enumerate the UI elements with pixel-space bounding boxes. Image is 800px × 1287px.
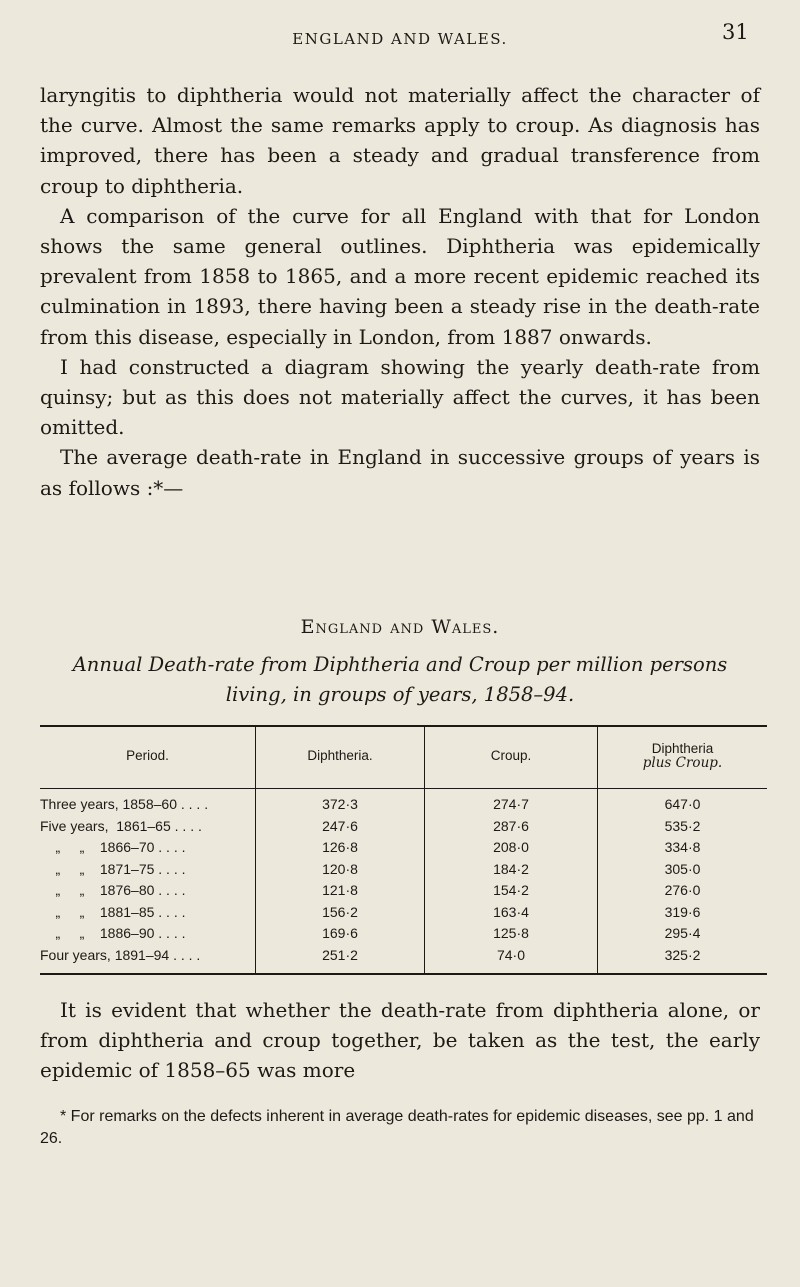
cell-diphtheria: 126·8 <box>322 839 358 855</box>
cell-combined: 319·6 <box>664 903 701 920</box>
cell-croup: 274·7 <box>493 796 529 812</box>
cell-combined: 276·0 <box>664 882 701 898</box>
cell-combined: 535·2 <box>664 817 701 834</box>
running-head: ENGLAND AND WALES. <box>292 30 508 48</box>
cell-period: Four years, 1891–94 . . . . <box>40 946 201 963</box>
paragraph-4: The average death-rate in England in successive groups of years is as follows :*— <box>40 445 760 500</box>
cell-diphtheria: 372·3 <box>322 796 358 812</box>
cell-diphtheria: 251·2 <box>322 946 358 963</box>
paragraph-3: I had constructed a diagram showing the yearly death-rate from quinsy; but as this does not materially affect the curves, it has been omitted. <box>40 354 760 440</box>
death-rate-table <box>40 725 767 977</box>
table-row <box>40 904 767 926</box>
table-bottom-rule <box>40 973 767 975</box>
cell-period: Five years, 1861–65 . . . . <box>40 817 202 834</box>
paragraph-1: laryngitis to diphtheria would not materially affect the character of the curve. Almost the same remarks apply to croup. As diagnosis has improved, there has been a steady and gradual transference from croup to diphtheria. <box>40 83 760 198</box>
header-diphtheria: Diphtheria. <box>307 748 373 763</box>
body-text <box>40 80 760 503</box>
page-number: 31 <box>722 20 749 44</box>
table-row <box>40 925 767 947</box>
header-combined <box>598 725 767 787</box>
header-croup: Croup. <box>490 748 532 763</box>
table-row <box>40 796 767 818</box>
cell-period: „ „ 1876–80 . . . . <box>40 882 186 898</box>
cell-croup: 154·2 <box>493 882 529 898</box>
table-row <box>40 839 767 861</box>
table-row <box>40 818 767 840</box>
table-row <box>40 947 767 969</box>
header-combined-line2: plus Croup. <box>642 755 723 771</box>
footnote: * For remarks on the defects inherent in average death-rates for epidemic diseases, see pp. 1 and 26. <box>40 1108 754 1147</box>
cell-period: Three years, 1858–60 . . . . <box>40 796 209 812</box>
cell-combined: 334·8 <box>664 839 701 855</box>
cell-diphtheria: 121·8 <box>322 882 358 898</box>
cell-croup: 125·8 <box>493 925 529 941</box>
cell-croup: 287·6 <box>493 817 529 834</box>
cell-period: „ „ 1881–85 . . . . <box>40 903 186 920</box>
cell-diphtheria: 247·6 <box>322 817 358 834</box>
table-row <box>40 882 767 904</box>
section-title: England and Wales. <box>300 616 500 638</box>
header-combined-line1: Diphtheria <box>651 741 714 756</box>
cell-combined: 325·2 <box>664 946 701 963</box>
cell-period: „ „ 1871–75 . . . . <box>40 860 186 877</box>
cell-croup: 163·4 <box>493 903 529 920</box>
cell-croup: 74·0 <box>496 946 526 963</box>
cell-diphtheria: 120·8 <box>322 860 358 877</box>
cell-period: „ „ 1886–90 . . . . <box>40 925 186 941</box>
header-period: Period. <box>126 748 169 763</box>
after-table-paragraph: It is evident that whether the death-rate from diphtheria alone, or from diphtheria and croup together, be taken as the test, the early epidemic of 1858–65 was more <box>40 998 760 1083</box>
cell-diphtheria: 156·2 <box>322 903 358 920</box>
cell-diphtheria: 169·6 <box>322 925 358 941</box>
table-body <box>40 796 767 968</box>
cell-croup: 184·2 <box>493 860 529 877</box>
cell-combined: 647·0 <box>664 796 701 812</box>
table-header-rule <box>40 788 767 789</box>
table-caption: Annual Death-rate from Diphtheria and Croup per million persons living, in groups of years, 1858–94. <box>72 653 728 706</box>
cell-croup: 208·0 <box>493 839 529 855</box>
cell-combined: 295·4 <box>664 925 701 941</box>
cell-period: „ „ 1866–70 . . . . <box>40 839 186 855</box>
paragraph-2: A comparison of the curve for all England with that for London shows the same general outlines. Diphtheria was epidemically prevalent from 1858 to 1865, and a more recent epidemic reached its culmination in 1893, there having been a steady rise in the death-rate from this disease, especially in London, from 1887 onwards. <box>40 203 760 349</box>
table-row <box>40 861 767 883</box>
cell-combined: 305·0 <box>664 860 701 877</box>
